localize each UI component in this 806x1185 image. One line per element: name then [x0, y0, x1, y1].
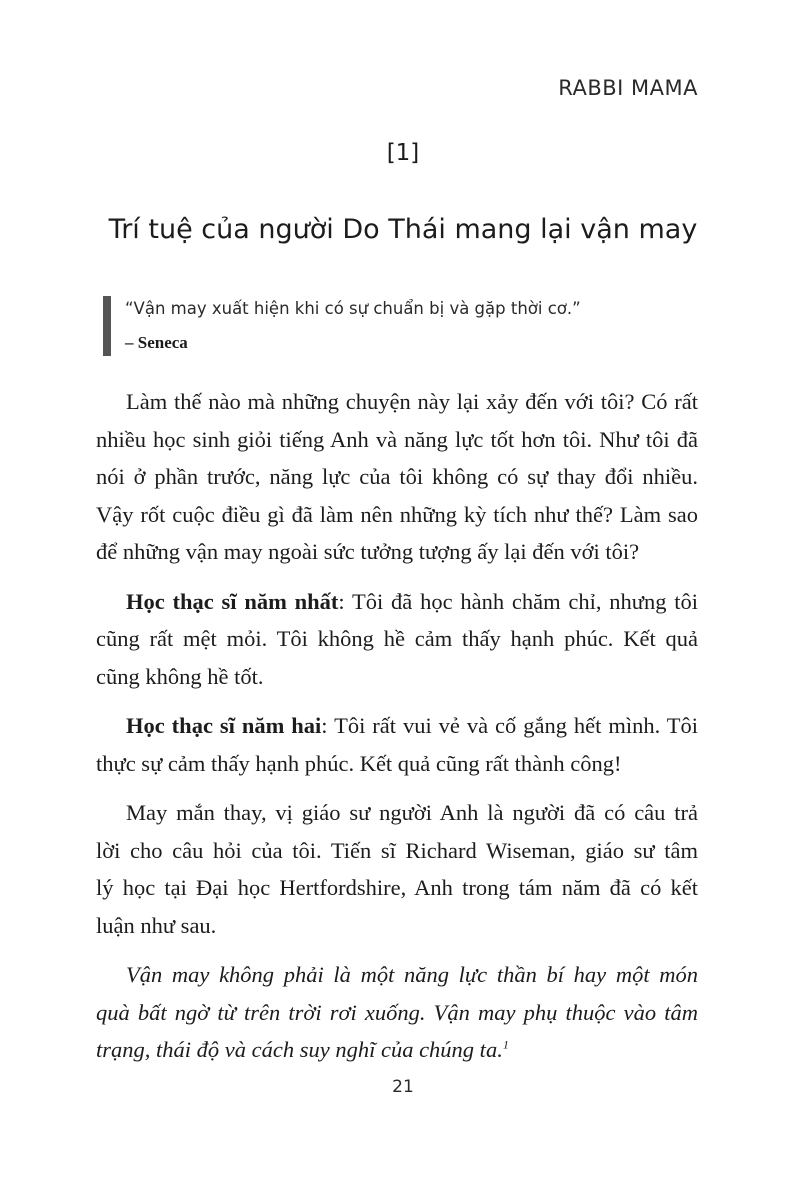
text-line: Vậy rốt cuộc điều gì đã làm nên những kỳ tích như thế? Làm sao: [96, 501, 698, 527]
body-text: [96, 383, 698, 1081]
footnote-reference[interactable]: 1: [502, 1037, 509, 1052]
paragraph-lead-bold: Học thạc sĩ năm nhất: [126, 588, 339, 614]
text-line: cũng không hề tốt.: [96, 663, 264, 689]
epigraph-source: – Seneca: [125, 333, 188, 352]
text-line: quà bất ngờ từ trên trời rơi xuống. Vận may phụ thuộc vào tâm: [96, 999, 698, 1025]
text-line: để những vận may ngoài sức tưởng tượng ấy lại đến với tôi?: [96, 539, 640, 564]
running-head: RABBI MAMA: [558, 76, 698, 100]
page-number: 21: [392, 1077, 414, 1097]
epigraph: [103, 296, 703, 356]
paragraph-3: [96, 707, 698, 782]
paragraph-5-italic: [96, 956, 698, 1069]
text-line: thực sự cảm thấy hạnh phúc. Kết quả cũng rất thành công!: [96, 750, 622, 776]
text-line: nói ở phần trước, năng lực của tôi không có sự thay đổi nhiều.: [96, 464, 698, 489]
text-line: [96, 1031, 698, 1069]
text-fragment: : Tôi rất vui vẻ và cố gắng hết mình. Tôi: [321, 713, 698, 738]
epigraph-bar: [103, 296, 111, 356]
text-line: [96, 707, 698, 745]
text-line: Vận may không phải là một năng lực thần bí hay một món: [126, 962, 698, 987]
text-line: lý học tại Đại học Hertfordshire, Anh trong tám năm đã có kết: [96, 875, 698, 900]
text-fragment: : Tôi đã học hành chăm chỉ, nhưng tôi: [338, 588, 699, 614]
text-line: luận như sau.: [96, 912, 217, 938]
paragraph-1: [96, 383, 698, 571]
text-line: cũng rất mệt mỏi. Tôi không hề cảm thấy hạnh phúc. Kết quả: [96, 626, 698, 651]
text-line: [96, 583, 698, 621]
text-line: Làm thế nào mà những chuyện này lại xảy đến với tôi? Có rất: [126, 389, 698, 414]
paragraph-lead-bold: Học thạc sĩ năm hai: [126, 713, 322, 738]
paragraph-4: [96, 794, 698, 944]
text-line: lời cho câu hỏi của tôi. Tiến sĩ Richard Wiseman, giáo sư tâm: [96, 837, 698, 863]
chapter-number: [1]: [386, 140, 420, 166]
text-line: nhiều học sinh giỏi tiếng Anh và năng lực tốt hơn tôi. Như tôi đã: [96, 426, 698, 452]
text-line: May mắn thay, vị giáo sư người Anh là người đã có câu trả: [126, 800, 698, 825]
epigraph-quote: “Vận may xuất hiện khi có sự chuẩn bị và gặp thời cơ.”: [125, 299, 581, 318]
chapter-title: Trí tuệ của người Do Thái mang lại vận may: [108, 214, 698, 245]
text-fragment: trạng, thái độ và cách suy nghĩ của chúng ta.: [96, 1037, 503, 1062]
paragraph-2: [96, 583, 698, 696]
